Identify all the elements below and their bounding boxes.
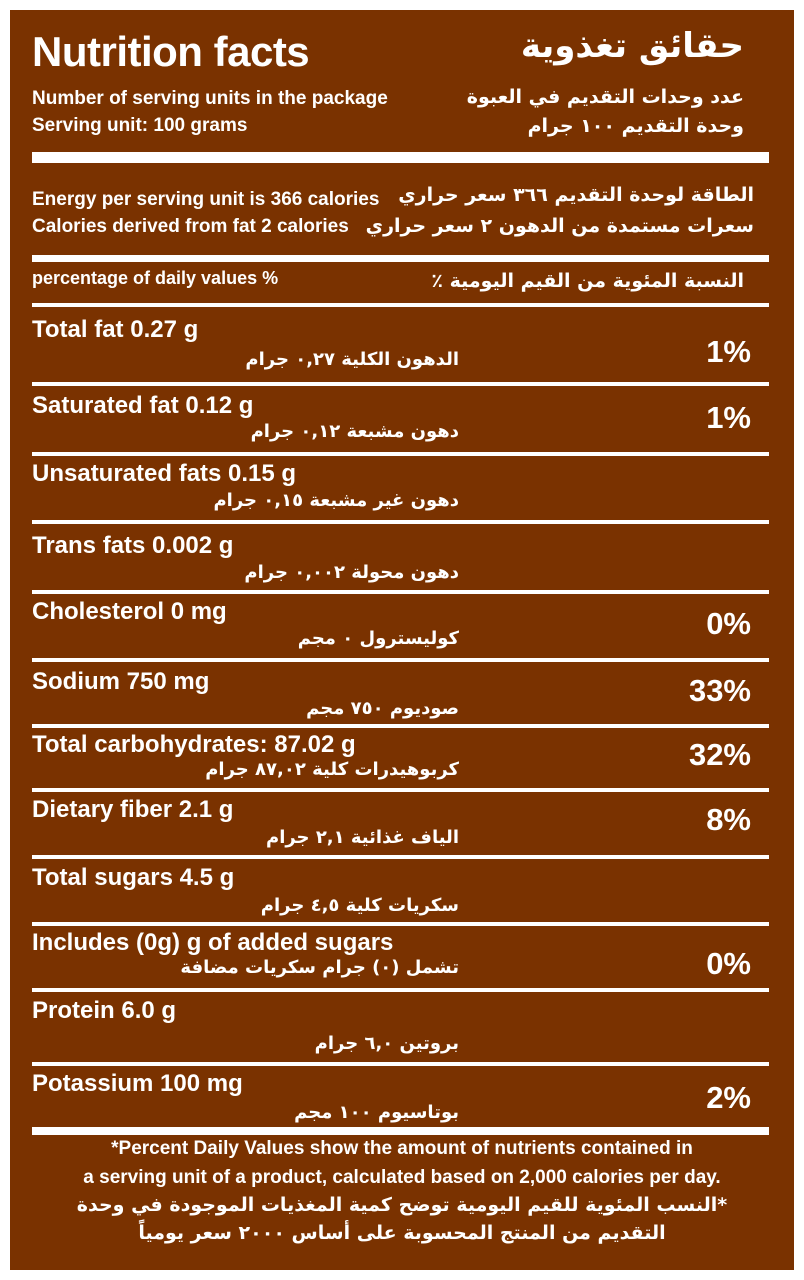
- divider: [32, 658, 769, 662]
- serving-unit-en: Serving unit: 100 grams: [32, 115, 248, 136]
- energy-en: Energy per serving unit is 366 calories: [32, 189, 380, 210]
- daily-value-percent: 0%: [706, 946, 751, 981]
- nutrient-name-ar: الدهون الكلية ٠,٢٧ جرام: [245, 349, 459, 370]
- nutrient-name-ar: تشمل (٠) جرام سكريات مضافة: [180, 957, 459, 978]
- divider: [32, 382, 769, 386]
- dv-header-ar: النسبة المئوية من القيم اليومية ٪: [431, 270, 744, 292]
- nutrient-name-en: Protein 6.0 g: [32, 997, 177, 1024]
- nutrient-name-en: Cholesterol 0 mg: [32, 598, 227, 625]
- footnote-ar-line1: *النسب المئوية للقيم اليومية توضح كمية المغذيات الموجودة في وحدة: [76, 1194, 728, 1216]
- nutrient-name-ar: بروتين ٦,٠ جرام: [314, 1033, 459, 1054]
- nutrient-name-en: Dietary fiber 2.1 g: [32, 796, 234, 823]
- divider: [32, 303, 769, 307]
- nutrient-name-ar: سكريات كلية ٤,٥ جرام: [260, 895, 459, 916]
- divider: [32, 1062, 769, 1066]
- thick-divider: [32, 1127, 769, 1135]
- title-en: Nutrition facts: [32, 28, 310, 75]
- dv-header-en: percentage of daily values %: [32, 268, 279, 288]
- nutrient-name-ar: الياف غذائية ٢,١ جرام: [266, 827, 459, 848]
- servings-label-ar: عدد وحدات التقديم في العبوة: [466, 86, 744, 108]
- nutrient-name-ar: كربوهيدرات كلية ٨٧,٠٢ جرام: [205, 759, 459, 780]
- nutrient-name-en: Total fat 0.27 g: [32, 316, 199, 343]
- divider: [32, 724, 769, 728]
- nutrient-name-en: Total sugars 4.5 g: [32, 864, 235, 891]
- energy-ar: الطاقة لوحدة التقديم ٣٦٦ سعر حراري: [398, 184, 754, 206]
- divider: [32, 922, 769, 926]
- daily-value-percent: 1%: [706, 400, 751, 435]
- daily-value-percent: 2%: [706, 1080, 751, 1115]
- thick-divider: [32, 152, 769, 163]
- daily-value-percent: 33%: [688, 673, 751, 708]
- nutrient-name-ar: بوتاسيوم ١٠٠ مجم: [294, 1102, 459, 1123]
- daily-value-percent: 0%: [706, 606, 751, 641]
- nutrient-name-ar: صوديوم ٧٥٠ مجم: [306, 698, 459, 719]
- nutrient-name-en: Unsaturated fats 0.15 g: [32, 460, 297, 487]
- fat-calories-ar: سعرات مستمدة من الدهون ٢ سعر حراري: [365, 215, 754, 237]
- divider: [32, 988, 769, 992]
- title-ar: حقائق تغذوية: [520, 26, 744, 66]
- nutrient-name-en: Includes (0g) g of added sugars: [32, 929, 394, 956]
- serving-unit-ar: وحدة التقديم ١٠٠ جرام: [527, 115, 744, 137]
- divider: [32, 855, 769, 859]
- daily-value-percent: 32%: [688, 737, 751, 772]
- nutrient-name-en: Total carbohydrates: 87.02 g: [32, 731, 356, 758]
- footnote-ar-line2: التقديم من المنتج المحسوبة على أساس ٢٠٠٠ سعر يومياً: [138, 1222, 666, 1244]
- divider: [32, 452, 769, 456]
- servings-label-en: Number of serving units in the package: [32, 88, 388, 109]
- nutrient-name-ar: كوليسترول ٠ مجم: [297, 628, 459, 649]
- footnote-en-line1: *Percent Daily Values show the amount of nutrients contained in: [111, 1138, 693, 1159]
- daily-value-percent: 1%: [706, 334, 751, 369]
- nutrition-facts-panel: [10, 10, 794, 1270]
- nutrient-name-en: Sodium 750 mg: [32, 668, 210, 695]
- divider: [32, 788, 769, 792]
- nutrient-name-en: Potassium 100 mg: [32, 1070, 243, 1097]
- nutrient-name-ar: دهون مشبعة ٠,١٢ جرام: [250, 421, 459, 442]
- daily-value-percent: 8%: [706, 802, 751, 837]
- nutrient-name-ar: دهون غير مشبعة ٠,١٥ جرام: [213, 490, 459, 511]
- divider: [32, 520, 769, 524]
- nutrient-name-en: Saturated fat 0.12 g: [32, 392, 254, 419]
- medium-divider: [32, 255, 769, 262]
- nutrient-name-ar: دهون محولة ٠,٠٠٢ جرام: [244, 562, 459, 583]
- divider: [32, 590, 769, 594]
- fat-calories-en: Calories derived from fat 2 calories: [32, 216, 349, 237]
- nutrient-name-en: Trans fats 0.002 g: [32, 532, 234, 559]
- footnote-en-line2: a serving unit of a product, calculated based on 2,000 calories per day.: [83, 1167, 721, 1188]
